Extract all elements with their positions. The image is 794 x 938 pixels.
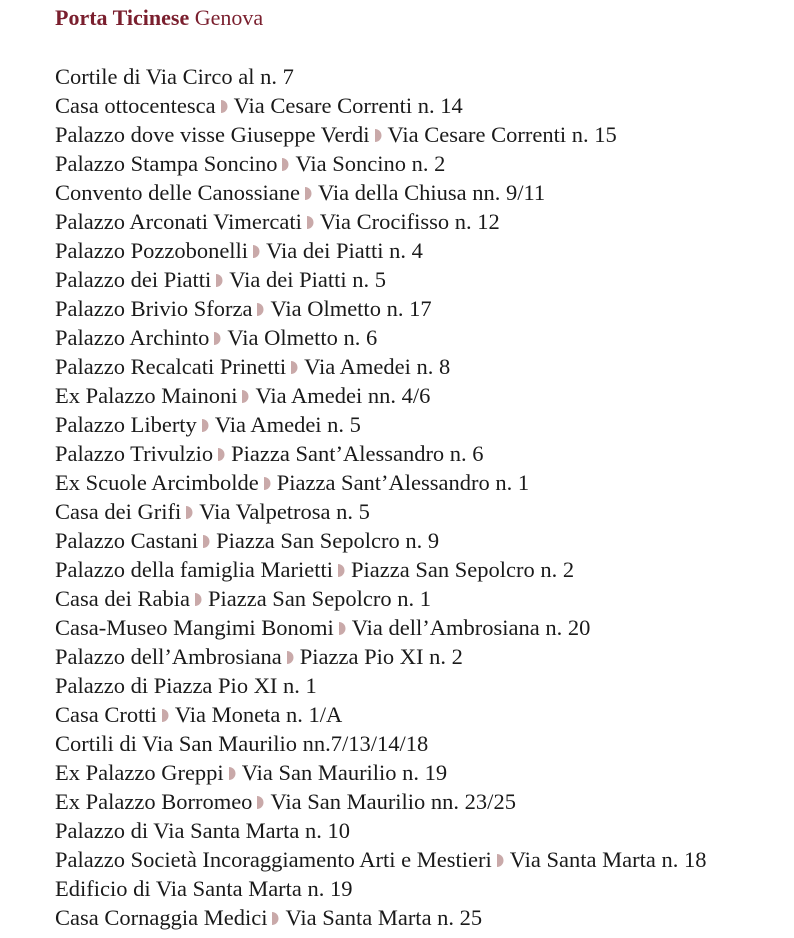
list-item	[55, 352, 785, 381]
list-item	[55, 816, 785, 845]
list-item	[55, 526, 785, 555]
list-item	[55, 787, 785, 816]
building-name: Casa Crotti	[55, 702, 157, 727]
building-address: Via Crocifisso n. 12	[319, 209, 500, 234]
building-address: Piazza San Sepolcro n. 2	[351, 557, 575, 582]
half-circle-bullet-icon	[195, 593, 202, 606]
building-address: Piazza Pio XI n. 2	[299, 644, 463, 669]
half-circle-bullet-icon	[497, 854, 504, 867]
list-item	[55, 91, 785, 120]
half-circle-bullet-icon	[221, 100, 228, 113]
building-address: Via Soncino n. 2	[295, 151, 446, 176]
building-name: Palazzo Pozzobonelli	[55, 238, 249, 263]
half-circle-bullet-icon	[338, 564, 345, 577]
list-item	[55, 236, 785, 265]
half-circle-bullet-icon	[287, 651, 294, 664]
half-circle-bullet-icon	[253, 245, 260, 258]
half-circle-bullet-icon	[291, 361, 298, 374]
half-circle-bullet-icon	[218, 448, 225, 461]
title-district: Porta Ticinese	[55, 5, 190, 30]
building-name: Palazzo Stampa Soncino	[55, 151, 278, 176]
list-item	[55, 410, 785, 439]
title-city: Genova	[194, 5, 264, 30]
building-address: Via Santa Marta n. 18	[509, 847, 707, 872]
list-item	[55, 381, 785, 410]
building-address: Via Amedei nn. 4/6	[255, 383, 431, 408]
building-name: Ex Palazzo Borromeo	[55, 789, 253, 814]
list-item	[55, 265, 785, 294]
half-circle-bullet-icon	[202, 419, 209, 432]
building-address: Via Olmetto n. 17	[270, 296, 432, 321]
list-item	[55, 149, 785, 178]
building-name: Palazzo Castani	[55, 528, 199, 553]
building-address: Piazza Sant’Alessandro n. 6	[231, 441, 484, 466]
list-item	[55, 758, 785, 787]
building-name: Palazzo di Piazza Pio XI n. 1	[55, 673, 317, 698]
page-title	[55, 4, 785, 32]
building-name: Palazzo Recalcati Prinetti	[55, 354, 287, 379]
list-item	[55, 845, 785, 874]
building-name: Palazzo Archinto	[55, 325, 210, 350]
list-item	[55, 178, 785, 207]
building-address: Via Cesare Correnti n. 14	[233, 93, 463, 118]
building-name: Palazzo Arconati Vimercati	[55, 209, 302, 234]
building-address: Piazza San Sepolcro n. 9	[216, 528, 440, 553]
half-circle-bullet-icon	[257, 796, 264, 809]
building-address: Via Amedei n. 5	[214, 412, 361, 437]
list-item	[55, 874, 785, 903]
half-circle-bullet-icon	[162, 709, 169, 722]
document-page	[55, 4, 785, 932]
building-name: Palazzo Liberty	[55, 412, 197, 437]
half-circle-bullet-icon	[272, 912, 279, 925]
list-item	[55, 584, 785, 613]
building-name: Edificio di Via Santa Marta n. 19	[55, 876, 353, 901]
building-address: Via dei Piatti n. 4	[266, 238, 423, 263]
building-address: Via dell’Ambrosiana n. 20	[351, 615, 591, 640]
half-circle-bullet-icon	[257, 303, 264, 316]
list-item	[55, 497, 785, 526]
building-address: Via Santa Marta n. 25	[285, 905, 483, 930]
list-item	[55, 468, 785, 497]
building-address: Via Amedei n. 8	[304, 354, 451, 379]
list-item	[55, 613, 785, 642]
building-name: Ex Palazzo Greppi	[55, 760, 224, 785]
building-list	[55, 62, 785, 932]
list-item	[55, 120, 785, 149]
half-circle-bullet-icon	[242, 390, 249, 403]
half-circle-bullet-icon	[229, 767, 236, 780]
list-item	[55, 700, 785, 729]
building-name: Casa-Museo Mangimi Bonomi	[55, 615, 334, 640]
list-item	[55, 903, 785, 932]
building-name: Palazzo della famiglia Marietti	[55, 557, 334, 582]
building-address: Via Moneta n. 1/A	[174, 702, 343, 727]
building-name: Casa dei Grifi	[55, 499, 182, 524]
building-address: Piazza Sant’Alessandro n. 1	[276, 470, 530, 495]
list-item	[55, 439, 785, 468]
list-item	[55, 642, 785, 671]
building-address: Via San Maurilio nn. 23/25	[270, 789, 516, 814]
half-circle-bullet-icon	[375, 129, 382, 142]
half-circle-bullet-icon	[282, 158, 289, 171]
building-name: Palazzo dell’Ambrosiana	[55, 644, 282, 669]
list-item	[55, 62, 785, 91]
list-item	[55, 555, 785, 584]
building-name: Ex Palazzo Mainoni	[55, 383, 238, 408]
building-address: Via dei Piatti n. 5	[229, 267, 386, 292]
half-circle-bullet-icon	[307, 216, 314, 229]
list-item	[55, 323, 785, 352]
building-name: Cortili di Via San Maurilio nn.7/13/14/18	[55, 731, 429, 756]
building-name: Casa Cornaggia Medici	[55, 905, 268, 930]
building-name: Casa ottocentesca	[55, 93, 216, 118]
building-name: Palazzo dove visse Giuseppe Verdi	[55, 122, 370, 147]
building-name: Palazzo Società Incoraggiamento Arti e Mestieri	[55, 847, 492, 872]
list-item	[55, 729, 785, 758]
building-address: Piazza San Sepolcro n. 1	[207, 586, 432, 611]
half-circle-bullet-icon	[186, 506, 193, 519]
half-circle-bullet-icon	[305, 187, 312, 200]
building-address: Via Cesare Correnti n. 15	[387, 122, 617, 147]
half-circle-bullet-icon	[216, 274, 223, 287]
building-address: Via Valpetrosa n. 5	[199, 499, 370, 524]
list-item	[55, 671, 785, 700]
building-address: Via della Chiusa nn. 9/11	[317, 180, 546, 205]
building-name: Ex Scuole Arcimbolde	[55, 470, 259, 495]
half-circle-bullet-icon	[339, 622, 346, 635]
list-item	[55, 207, 785, 236]
building-name: Casa dei Rabia	[55, 586, 190, 611]
half-circle-bullet-icon	[264, 477, 271, 490]
building-name: Palazzo Brivio Sforza	[55, 296, 253, 321]
building-name: Convento delle Canossiane	[55, 180, 300, 205]
building-address: Via Olmetto n. 6	[227, 325, 378, 350]
building-name: Palazzo Trivulzio	[55, 441, 214, 466]
building-name: Palazzo di Via Santa Marta n. 10	[55, 818, 351, 843]
building-name: Cortile di Via Circo al n. 7	[55, 64, 294, 89]
building-name: Palazzo dei Piatti	[55, 267, 212, 292]
building-address: Via San Maurilio n. 19	[241, 760, 448, 785]
half-circle-bullet-icon	[214, 332, 221, 345]
list-item	[55, 294, 785, 323]
half-circle-bullet-icon	[203, 535, 210, 548]
